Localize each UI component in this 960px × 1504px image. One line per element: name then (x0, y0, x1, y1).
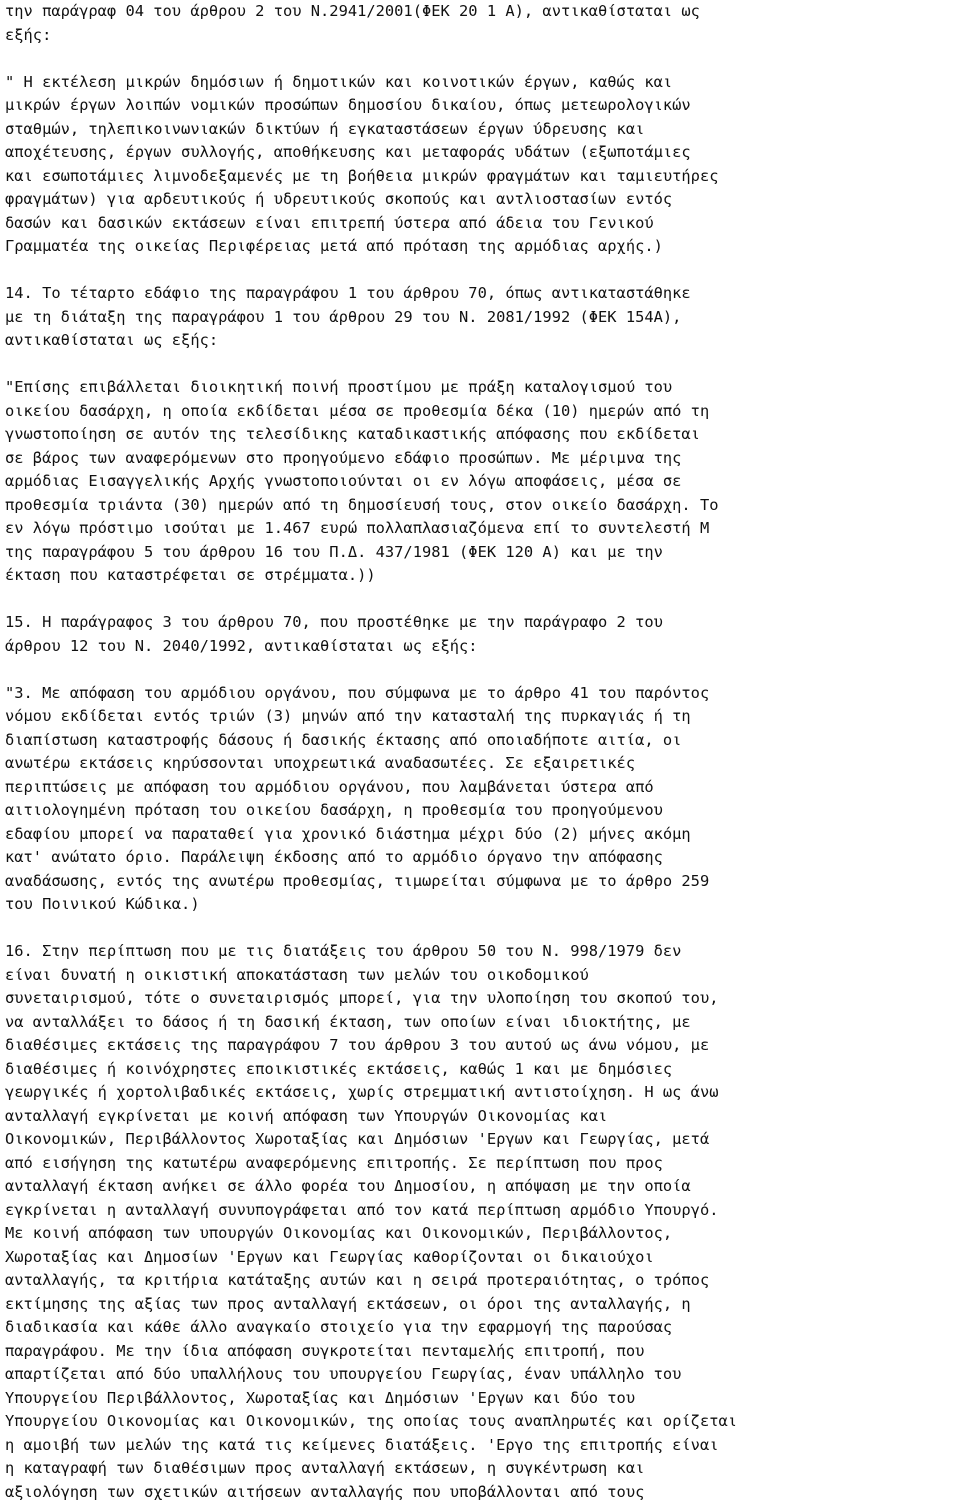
text-line: Γραμματέα της οικείας Περιφέρειας μετά από πρόταση της αρμόδιας αρχής.) (5, 235, 955, 259)
text-line: " Η εκτέλεση μικρών δημόσιων ή δημοτικών και κοινοτικών έργων, καθώς και (5, 71, 955, 95)
text-line: Με κοινή απόφαση των υπουργών Οικονομίας και Οικονομικών, Περιβάλλοντος, (5, 1222, 955, 1246)
text-line: Υπουργείου Οικονομίας και Οικονομικών, της οποίας τους αναπληρωτές και ορίζεται (5, 1410, 955, 1434)
text-line: την παράγραφ 04 του άρθρου 2 του Ν.2941/2001(ΦΕΚ 20 1 Α), αντικαθίσταται ως (5, 0, 955, 24)
text-line: της παραγράφου 5 του άρθρου 16 του Π.Δ. 437/1981 (ΦΕΚ 120 Α) και με την (5, 541, 955, 565)
text-line: η αμοιβή των μελών της κατά τις κείμενες διατάξεις. 'Εργο της επιτροπής είναι (5, 1434, 955, 1458)
document-page (5, 0, 955, 1504)
text-line: είναι δυνατή η οικιστική αποκατάσταση των μελών του οικοδομικού (5, 964, 955, 988)
text-line: με τη διάταξη της παραγράφου 1 του άρθρου 29 του Ν. 2081/1992 (ΦΕΚ 154Α), (5, 306, 955, 330)
text-line: διαθέσιμες εκτάσεις της παραγράφου 7 του άρθρου 3 του αυτού ως άνω νόμου, με (5, 1034, 955, 1058)
text-line: του Ποινικού Κώδικα.) (5, 893, 955, 917)
text-line: αντικαθίσταται ως εξής: (5, 329, 955, 353)
text-line: αιτιολογημένη πρόταση του οικείου δασάρχη, η προθεσμία του προηγούμενου (5, 799, 955, 823)
paragraph-article-16 (5, 940, 955, 1504)
text-line: Χωροταξίας και Δημοσίων 'Εργων και Γεωργίας καθορίζονται οι δικαιούχοι (5, 1246, 955, 1270)
text-line: άρθρου 12 του Ν. 2040/1992, αντικαθίσταται ως εξής: (5, 635, 955, 659)
text-line: συνεταιρισμού, τότε ο συνεταιρισμός μπορεί, για την υλοποίηση του σκοπού του, (5, 987, 955, 1011)
text-line: σταθμών, τηλεπικοινωνιακών δικτύων ή εγκαταστάσεων έργων ύδρευσης και (5, 118, 955, 142)
text-line: εκτίμησης της αξίας των προς ανταλλαγή εκτάσεων, οι όροι της ανταλλαγής, η (5, 1293, 955, 1317)
blank-line (5, 353, 955, 377)
text-line: παραγράφου. Με την ίδια απόφαση συγκροτείται πενταμελής επιτροπή, που (5, 1340, 955, 1364)
text-line: 14. Το τέταρτο εδάφιο της παραγράφου 1 του άρθρου 70, όπως αντικαταστάθηκε (5, 282, 955, 306)
text-line: εν λόγω πρόστιμο ισούται με 1.467 ευρώ πολλαπλασιαζόμενα επί το συντελεστή Μ (5, 517, 955, 541)
text-line: και εσωποτάμιες λιμνοδεξαμενές με τη βοήθεια μικρών φραγμάτων και ταμιευτήρες (5, 165, 955, 189)
paragraph-intro (5, 0, 955, 47)
text-line: εξής: (5, 24, 955, 48)
text-line: γεωργικές ή χορτολιβαδικές εκτάσεις, χωρίς στρεμματική αντιστοίχηση. Η ως άνω (5, 1081, 955, 1105)
text-line: "Επίσης επιβάλλεται διοικητική ποινή προστίμου με πράξη καταλογισμού του (5, 376, 955, 400)
text-line: 16. Στην περίπτωση που με τις διατάξεις του άρθρου 50 του Ν. 998/1979 δεν (5, 940, 955, 964)
paragraph-quoted-provision (5, 71, 955, 259)
text-line: από εισήγηση της κατωτέρω αναφερόμενης επιτροπής. Σε περίπτωση που προς (5, 1152, 955, 1176)
paragraph-article-15 (5, 611, 955, 658)
text-line: αξιολόγηση των σχετικών αιτήσεων ανταλλαγής που υποβάλλονται από τους (5, 1481, 955, 1504)
text-line: σε βάρος των αναφερόμενων στο προηγούμενο εδάφιο προσώπων. Με μέριμνα της (5, 447, 955, 471)
text-line: Υπουργείου Περιβάλλοντος, Χωροταξίας και Δημόσιων 'Εργων και δύο του (5, 1387, 955, 1411)
text-line: αναδάσωσης, εντός της ανωτέρω προθεσμίας, τιμωρείται σύμφωνα με το άρθρο 259 (5, 870, 955, 894)
text-line: ανταλλαγής, τα κριτήρια κατάταξης αυτών και η σειρά προτεραιότητας, ο τρόπος (5, 1269, 955, 1293)
text-line: διαθέσιμες ή κοινόχρηστες εποικιστικές εκτάσεις, καθώς 1 και με δημόσιες (5, 1058, 955, 1082)
text-line: ανταλλαγή εγκρίνεται με κοινή απόφαση των Υπουργών Οικονομίας και (5, 1105, 955, 1129)
blank-line (5, 658, 955, 682)
text-line: ανωτέρω εκτάσεις κηρύσσονται υποχρεωτικά αναδασωτέες. Σε εξαιρετικές (5, 752, 955, 776)
text-line: οικείου δασάρχη, η οποία εκδίδεται μέσα σε προθεσμία δέκα (10) ημερών από τη (5, 400, 955, 424)
paragraph-article-14 (5, 282, 955, 353)
text-line: απαρτίζεται από δύο υπαλλήλους του υπουργείου Γεωργίας, έναν υπάλληλο του (5, 1363, 955, 1387)
text-line: "3. Με απόφαση του αρμόδιου οργάνου, που σύμφωνα με το άρθρο 41 του παρόντος (5, 682, 955, 706)
text-line: η καταγραφή των διαθέσιμων προς ανταλλαγή εκτάσεων, η συγκέντρωση και (5, 1457, 955, 1481)
text-line: περιπτώσεις με απόφαση του αρμόδιου οργάνου, που λαμβάνεται ύστερα από (5, 776, 955, 800)
text-line: διαδικασία και κάθε άλλο αναγκαίο στοιχείο για την εφαρμογή της παρούσας (5, 1316, 955, 1340)
text-line: αποχέτευσης, έργων συλλογής, αποθήκευσης και μεταφοράς υδάτων (εξωποτάμιες (5, 141, 955, 165)
text-line: να ανταλλάξει το δάσος ή τη δασική έκταση, των οποίων είναι ιδιοκτήτης, με (5, 1011, 955, 1035)
text-line: εδαφίου μπορεί να παραταθεί για χρονικό διάστημα μέχρι δύο (2) μήνες ακόμη (5, 823, 955, 847)
paragraph-article-15-quote (5, 682, 955, 917)
text-line: γνωστοποίηση σε αυτόν της τελεσίδικης καταδικαστικής απόφασης που εκδίδεται (5, 423, 955, 447)
text-line: έκταση που καταστρέφεται σε στρέμματα.)) (5, 564, 955, 588)
blank-line (5, 259, 955, 283)
blank-line (5, 917, 955, 941)
text-line: προθεσμία τριάντα (30) ημερών από τη δημοσίευσή τους, στον οικείο δασάρχη. Το (5, 494, 955, 518)
text-line: Οικονομικών, Περιβάλλοντος Χωροταξίας και Δημόσιων 'Εργων και Γεωργίας, μετά (5, 1128, 955, 1152)
text-line: μικρών έργων λοιπών νομικών προσώπων δημοσίου δικαίου, όπως μετεωρολογικών (5, 94, 955, 118)
text-line: δασών και δασικών εκτάσεων είναι επιτρεπή ύστερα από άδεια του Γενικού (5, 212, 955, 236)
blank-line (5, 47, 955, 71)
text-line: νόμου εκδίδεται εντός τριών (3) μηνών από την κατασταλή της πυρκαγιάς ή τη (5, 705, 955, 729)
text-line: εγκρίνεται η ανταλλαγή συνυπογράφεται από τον κατά περίπτωση αρμόδιο Υπουργό. (5, 1199, 955, 1223)
text-line: κατ' ανώτατο όριο. Παράλειψη έκδοσης από το αρμόδιο όργανο την απόφασης (5, 846, 955, 870)
text-line: αρμόδιας Εισαγγελικής Αρχής γνωστοποιούνται οι εν λόγω αποφάσεις, μέσα σε (5, 470, 955, 494)
blank-line (5, 588, 955, 612)
text-line: φραγμάτων) για αρδευτικούς ή υδρευτικούς σκοπούς και αντλιοστασίων εντός (5, 188, 955, 212)
paragraph-article-14-quote (5, 376, 955, 588)
text-line: 15. Η παράγραφος 3 του άρθρου 70, που προστέθηκε με την παράγραφο 2 του (5, 611, 955, 635)
text-line: ανταλλαγή έκταση ανήκει σε άλλο φορέα του Δημοσίου, η απόψαση με την οποία (5, 1175, 955, 1199)
text-line: διαπίστωση καταστροφής δάσους ή δασικής έκτασης από οποιαδήποτε αιτία, οι (5, 729, 955, 753)
